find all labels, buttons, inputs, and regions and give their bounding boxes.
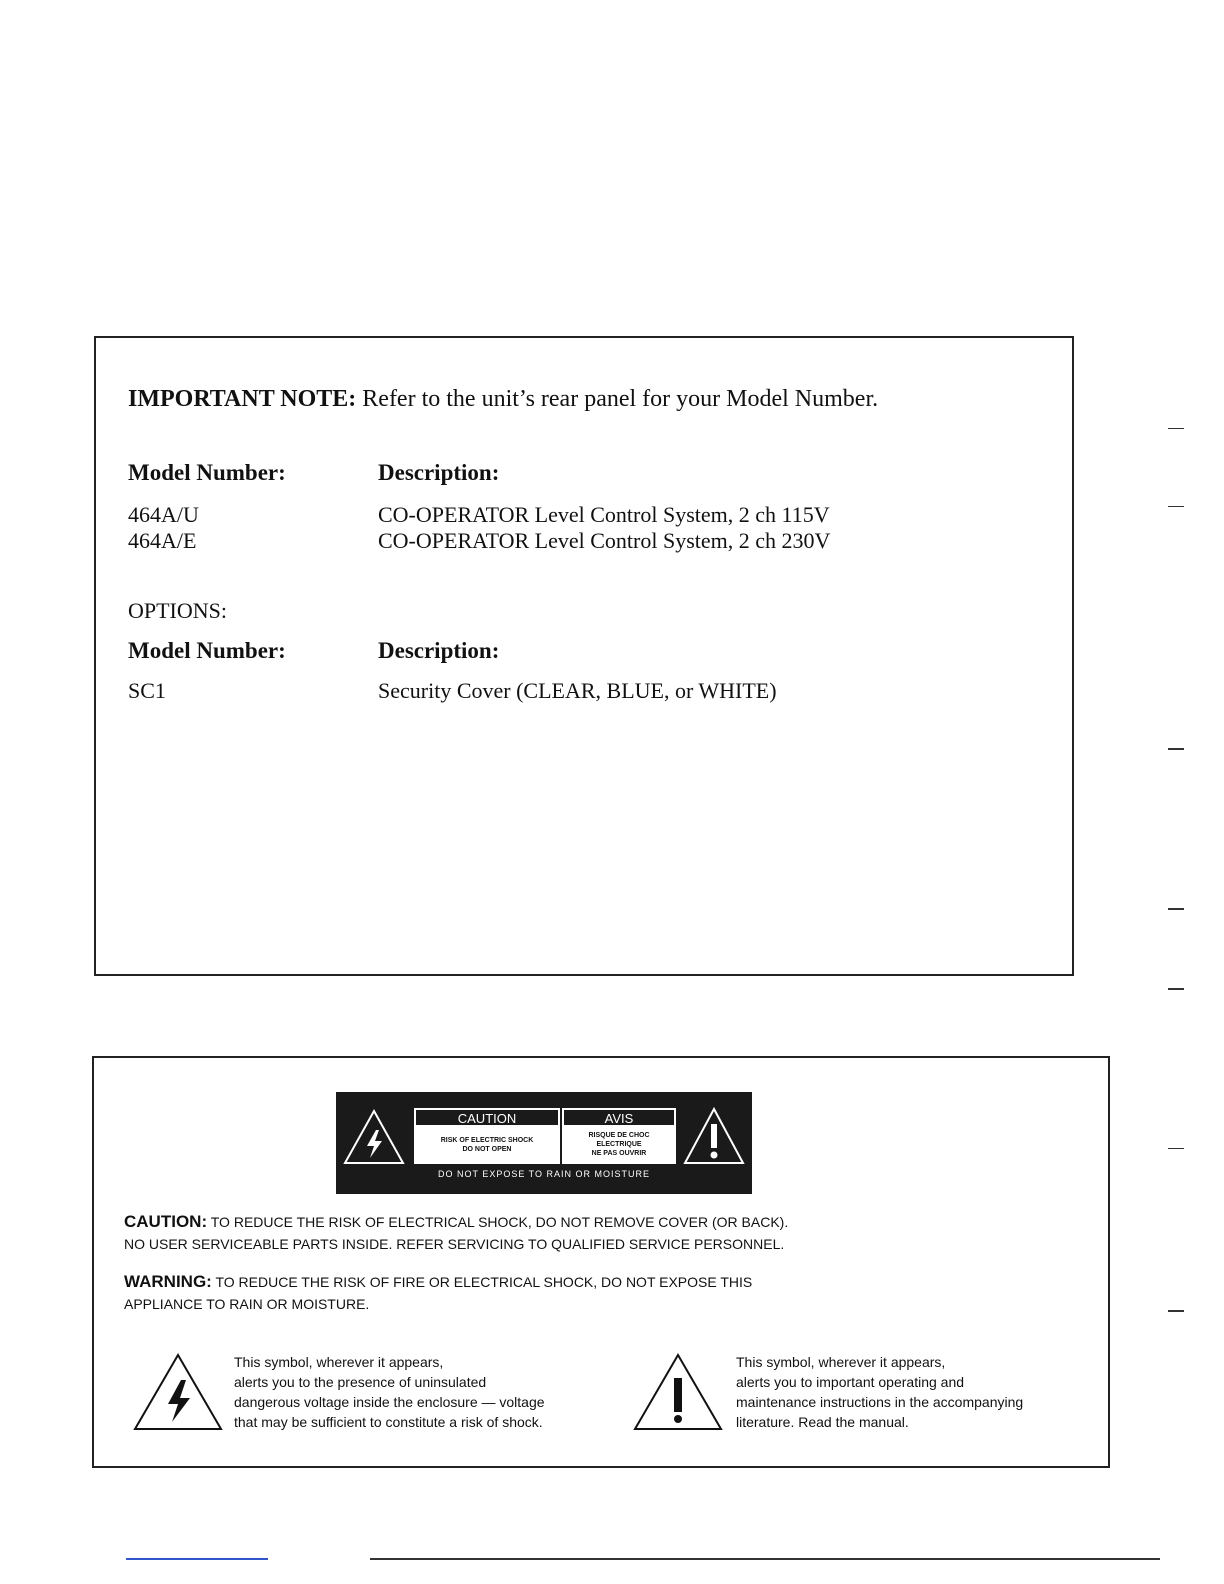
warning-statement <box>124 1272 752 1292</box>
caution-keyword: CAUTION: <box>124 1212 208 1231</box>
avis-panel-line2: ELECTRIQUE <box>596 1141 642 1148</box>
caution-label-graphic <box>336 1092 752 1194</box>
warning-line1: TO REDUCE THE RISK OF FIRE OR ELECTRICAL SHOCK, DO NOT EXPOSE THIS <box>215 1274 753 1290</box>
margin-mark <box>1168 428 1184 429</box>
margin-mark <box>1168 988 1184 990</box>
footer-rule <box>370 1558 1160 1560</box>
lightning-symbol-description <box>234 1352 545 1432</box>
important-note-label: IMPORTANT NOTE: <box>128 386 357 412</box>
margin-mark <box>1168 908 1184 910</box>
margin-mark <box>1168 1310 1184 1312</box>
lightning-triangle-icon <box>342 1108 406 1166</box>
caution-panel-line1: RISK OF ELECTRIC SHOCK <box>440 1136 534 1144</box>
exclamation-triangle-icon <box>682 1106 746 1166</box>
caution-line1: TO REDUCE THE RISK OF ELECTRICAL SHOCK, DO NOT REMOVE COVER (OR BACK). <box>210 1214 789 1230</box>
warning-keyword: WARNING: <box>124 1272 212 1291</box>
caution-panel-title: CAUTION <box>415 1109 559 1126</box>
lightning-desc-line4: that may be sufficient to constitute a risk of shock. <box>234 1414 543 1430</box>
lightning-desc-line3: dangerous voltage inside the enclosure — voltage <box>234 1394 545 1410</box>
margin-mark <box>1168 1148 1184 1149</box>
model-number-header: Model Number: <box>128 460 286 485</box>
caution-panel <box>414 1108 560 1164</box>
margin-mark <box>1168 748 1184 750</box>
avis-panel <box>562 1108 676 1164</box>
avis-panel-line3: NE PAS OUVRIR <box>591 1150 647 1157</box>
model-number-464au: 464A/U <box>128 502 199 527</box>
lightning-triangle-icon <box>132 1352 224 1432</box>
options-model-number-header: Model Number: <box>128 638 286 663</box>
important-note-text: Refer to the unit’s rear panel for your Model Number. <box>362 386 879 412</box>
description-header: Description: <box>378 460 500 485</box>
options-description-header: Description: <box>378 638 500 663</box>
caution-label-footer: DO NOT EXPOSE TO RAIN OR MOISTURE <box>437 1169 651 1179</box>
caution-line2: NO USER SERVICEABLE PARTS INSIDE. REFER SERVICING TO QUALIFIED SERVICE PERSONNEL. <box>124 1236 785 1252</box>
option-description-sc1: Security Cover (CLEAR, BLUE, or WHITE) <box>378 678 777 703</box>
exclamation-desc-line3: maintenance instructions in the accompanying <box>736 1394 1024 1410</box>
options-label: OPTIONS: <box>128 598 228 623</box>
exclamation-symbol-description <box>736 1352 1023 1432</box>
model-description-464au: CO-OPERATOR Level Control System, 2 ch 115V <box>378 502 830 527</box>
avis-panel-title: AVIS <box>563 1109 675 1126</box>
exclamation-desc-line2: alerts you to important operating and <box>736 1374 965 1390</box>
exclamation-triangle-icon <box>632 1352 724 1432</box>
exclamation-desc-line4: literature. Read the manual. <box>736 1414 909 1430</box>
footer-rule-blue <box>126 1558 268 1560</box>
important-note-box <box>94 336 1074 976</box>
safety-warning-box <box>92 1056 1110 1468</box>
lightning-desc-line2: alerts you to the presence of uninsulated <box>234 1374 487 1390</box>
model-description-464ae: CO-OPERATOR Level Control System, 2 ch 230V <box>378 528 831 553</box>
important-note <box>128 386 878 413</box>
margin-mark <box>1168 506 1184 507</box>
avis-panel-line1: RISQUE DE CHOC <box>588 1132 650 1139</box>
warning-line2: APPLIANCE TO RAIN OR MOISTURE. <box>124 1296 370 1312</box>
exclamation-desc-line1: This symbol, wherever it appears, <box>736 1354 946 1370</box>
caution-statement <box>124 1212 788 1232</box>
model-number-464ae: 464A/E <box>128 528 197 553</box>
option-number-sc1: SC1 <box>128 678 166 703</box>
lightning-desc-line1: This symbol, wherever it appears, <box>234 1354 444 1370</box>
caution-panel-line2: DO NOT OPEN <box>462 1145 512 1153</box>
